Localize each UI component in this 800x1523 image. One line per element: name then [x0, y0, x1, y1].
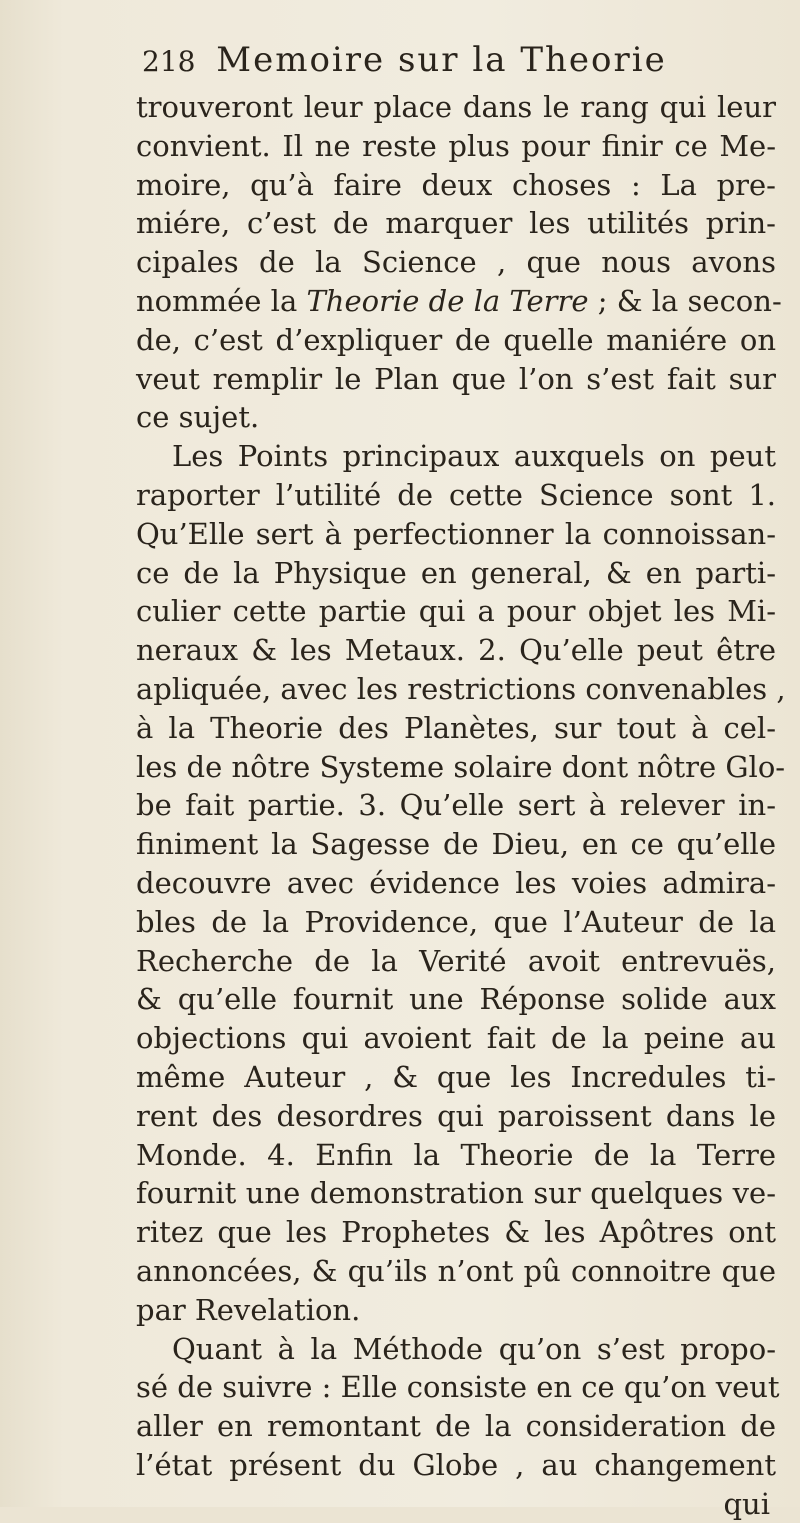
text-line: Recherche de la Verité avoit entrevuës, [136, 943, 776, 978]
text-line: decouvre avec évidence les voies admira- [136, 865, 776, 900]
text-line: même Auteur , & que les Incredules ti- [136, 1059, 776, 1094]
text-line: neraux & les Metaux. 2. Qu’elle peut être [136, 633, 776, 668]
text-line: par Revelation. [136, 1292, 361, 1327]
text-line: be fait partie. 3. Qu’elle sert à relever in- [136, 788, 776, 823]
text-line: aller en remontant de la consideration de [136, 1409, 776, 1444]
text-line: ce de la Physique en general, & en parti- [136, 555, 776, 590]
text-line: apliquée, avec les restrictions convenables , [136, 671, 786, 706]
text-body [136, 88, 786, 1523]
text-line: sé de suivre : Elle consiste en ce qu’on veut [136, 1370, 780, 1405]
text-line: culier cette partie qui a pour objet les Mi- [136, 594, 776, 629]
text-line: raporter l’utilité de cette Science sont 1. [136, 477, 776, 512]
italic-title: Theorie de la Terre [306, 283, 589, 318]
text-line: convient. Il ne reste plus pour finir ce Me- [136, 128, 776, 163]
text-line: de, c’est d’expliquer de quelle maniére on [136, 322, 776, 357]
text-line: rent des desordres qui paroissent dans le [136, 1098, 776, 1133]
text-line: fournit une demonstration sur quelques ve- [136, 1176, 776, 1211]
text-line: moire, qu’à faire deux choses : La pre- [136, 167, 776, 202]
text-line: objections qui avoient fait de la peine au [136, 1021, 776, 1056]
running-header [142, 40, 762, 80]
text-line: miére, c’est de marquer les utilités prin- [136, 206, 776, 241]
paragraph-start-line: Les Points principaux auxquels on peut [172, 439, 776, 474]
paragraph-start-line: Quant à la Méthode qu’on s’est propo- [172, 1331, 776, 1366]
page-number: 218 [142, 45, 196, 78]
text-line: nommée la Theorie de la Terre ; & la secon- [136, 283, 782, 318]
text-line: trouveront leur place dans le rang qui leur [136, 90, 776, 124]
text-line: veut remplir le Plan que l’on s’est fait sur [136, 361, 776, 396]
text-line: Monde. 4. Enfin la Theorie de la Terre [136, 1137, 776, 1172]
text-line: Qu’Elle sert à perfectionner la connoissan- [136, 516, 776, 551]
text-line: & qu’elle fournit une Réponse solide aux [136, 982, 776, 1017]
text-line: bles de la Providence, que l’Auteur de la [136, 904, 776, 939]
text-line: cipales de la Science , que nous avons [136, 245, 776, 280]
catchword: qui [723, 1486, 770, 1521]
text-line: ce sujet. [136, 400, 260, 435]
running-title: Memoire sur la Theorie [216, 40, 667, 80]
text-line: finiment la Sagesse de Dieu, en ce qu’elle [136, 827, 776, 862]
text-line: l’état présent du Globe , au changement [136, 1447, 776, 1482]
text-line: à la Theorie des Planètes, sur tout à cel- [136, 710, 776, 745]
text-line: annoncées, & qu’ils n’ont pû connoitre que [136, 1253, 776, 1288]
text-line: ritez que les Prophetes & les Apôtres ont [136, 1215, 776, 1250]
text-line: les de nôtre Systeme solaire dont nôtre Glo- [136, 749, 786, 784]
